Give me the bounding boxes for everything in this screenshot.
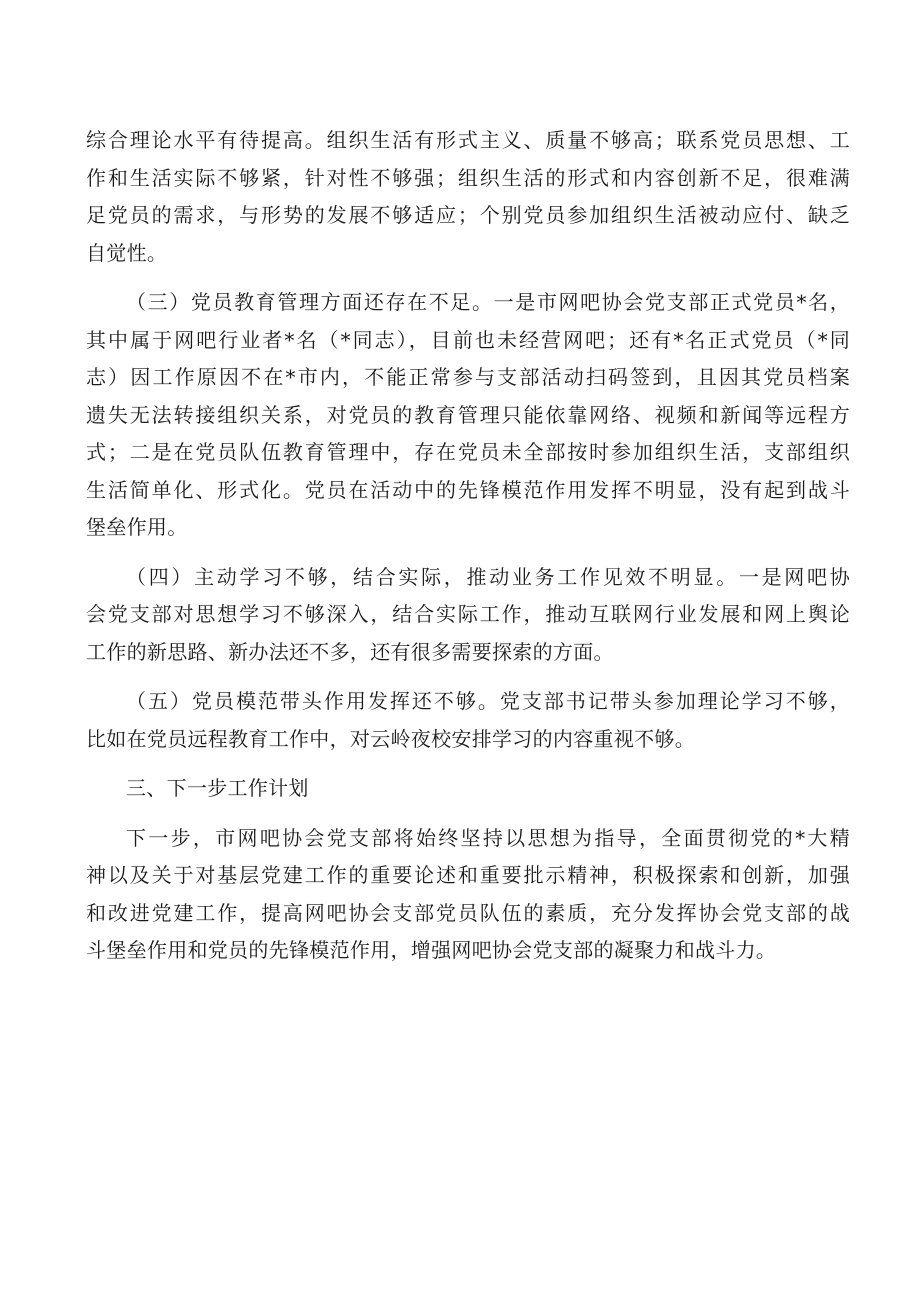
text-line: 遗失无法转接组织关系，对党员的教育管理只能依靠网络、视频和新闻等远程方	[86, 402, 850, 427]
text-line: 三、下一步工作计划	[126, 776, 309, 800]
text-line: 神以及关于对基层党建工作的重要论述和重要批示精神，积极探索和创新，加强	[86, 863, 850, 887]
paragraph-next-step-plan	[86, 820, 850, 970]
text-line: 其中属于网吧行业者*名（*同志），目前也未经营网吧；还有*名正式党员（*同	[86, 327, 850, 352]
text-line: （三）党员教育管理方面还存在不足。一是市网吧协会党支部正式党员*名，	[126, 290, 850, 314]
text-line: 下一步，市网吧协会党支部将始终坚持以思想为指导，全面贯彻党的*大精	[126, 825, 850, 850]
text-line: 综合理论水平有待提高。组织生活有形式主义、质量不够高；联系党员思想、工	[86, 128, 850, 152]
paragraph-active-learning	[86, 559, 850, 672]
text-line: 式；二是在党员队伍教育管理中，存在党员未全部按时参加组织生活，支部组织	[86, 440, 850, 464]
section-heading-next-step	[86, 770, 850, 808]
text-line: 自觉性。	[86, 240, 168, 265]
text-line: 和改进党建工作，提高网吧协会支部党员队伍的素质，充分发挥协会党支部的战	[86, 900, 850, 925]
text-line: 会党支部对思想学习不够深入，结合实际工作，推动互联网行业发展和网上舆论	[86, 602, 850, 626]
paragraph-member-education	[86, 284, 850, 547]
text-line: 斗堡垒作用和党员的先锋模范作用，增强网吧协会党支部的凝聚力和战斗力。	[86, 938, 777, 962]
document-page	[86, 122, 850, 982]
text-line: 作和生活实际不够紧，针对性不够强；组织生活的形式和内容创新不足，很难满	[86, 165, 850, 190]
text-line: 比如在党员远程教育工作中，对云岭夜校安排学习的内容重视不够。	[86, 726, 695, 751]
paragraph-organization-life	[86, 122, 850, 272]
text-line: 堡垒作用。	[86, 515, 188, 539]
text-line: 足党员的需求，与形势的发展不够适应；个别党员参加组织生活被动应付、缺乏	[86, 203, 850, 227]
text-line: （四）主动学习不够，结合实际，推动业务工作见效不明显。一是网吧协	[126, 564, 850, 589]
text-line: （五）党员模范带头作用发挥还不够。党支部书记带头参加理论学习不够，	[126, 689, 850, 713]
text-line: 志）因工作原因不在*市内，不能正常参与支部活动扫码签到，且因其党员档案	[86, 365, 850, 389]
paragraph-role-model	[86, 683, 850, 758]
text-line: 生活简单化、形式化。党员在活动中的先锋模范作用发挥不明显，没有起到战斗	[86, 477, 850, 502]
text-line: 工作的新思路、新办法还不多，还有很多需要探索的方面。	[86, 639, 614, 664]
